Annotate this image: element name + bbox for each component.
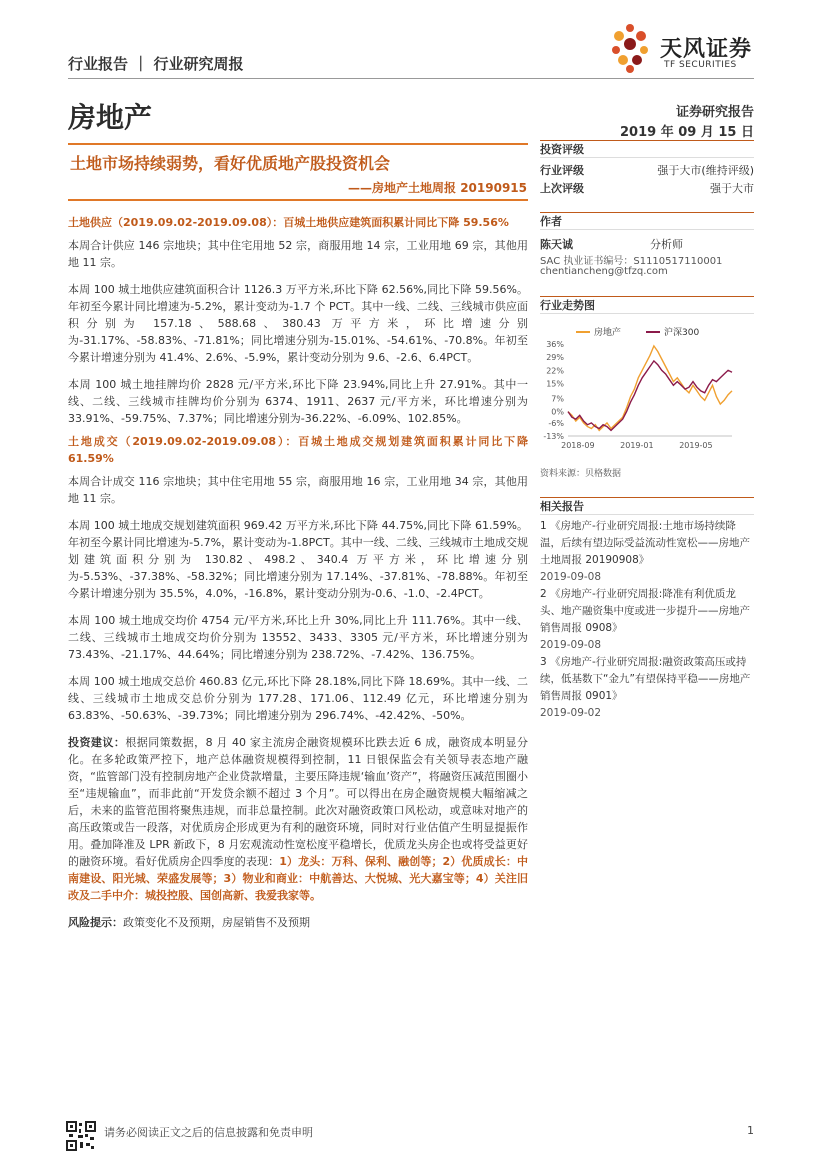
report-type: 证券研究报告 — [675, 105, 754, 120]
logo-english: TF SECURITIES — [664, 60, 737, 70]
industry-rating — [540, 162, 754, 178]
trend-sub-rule — [540, 313, 754, 314]
related-report[interactable] — [540, 518, 754, 586]
x-tick-label: 2019-01 — [620, 441, 654, 450]
deal-area: 本周 100 城土地成交规划建筑面积 969.42 万平方米,环比下降 44.75%,同比下降 61.59%。年初至今累计同比增速为-5.7%，累计变动为-1.8PCT。其中一线、二线、三线城市土地成交规划建筑面积分别为 130.82、498.2、340.4 万平方米，环比增速分别为-5.53%、-37.38%、-58.32%；同比增速分别为 17.14%、-37.81%、-78.88%。年初至今累计增速分别为 35.5%，4.0%，-16.8%，累计变动分别为-0.6、-1.0、-2.4PCT。 — [68, 519, 528, 600]
risk-warning — [68, 914, 528, 931]
title-bottom-rule — [68, 199, 528, 201]
sector-title: 房地产 — [68, 101, 153, 134]
deal-price: 本周 100 城土地成交均价 4754 元/平方米,环比上升 30%,同比上升 111.76%。其中一线、二线、三线城市土地成交均价分别为 13552、3433、3305 元/平方米，环比增速分别为 73.43%、-21.17%、44.64%；同比增速分别为 238.72%、-7.42%、136.75%。 — [68, 614, 528, 661]
related-report-title: 3 《房地产-行业研究周报:融资政策高压或持续，低基数下“金九”有望保持平稳——房地产销售周报 0901》 — [540, 656, 751, 702]
related-report-date: 2019-09-08 — [540, 571, 602, 583]
related-heading: 相关报告 — [540, 500, 584, 513]
related-report[interactable] — [540, 654, 754, 722]
analyst-name: 陈天诚 — [540, 238, 573, 251]
y-tick-label: 0% — [551, 407, 564, 417]
related-report-date: 2019-09-02 — [540, 707, 602, 719]
title-top-rule — [68, 143, 528, 145]
y-tick-label: 36% — [546, 340, 564, 349]
rating-heading: 投资评级 — [540, 143, 584, 156]
footer-disclaimer: 请务必阅读正文之后的信息披露和免责申明 — [104, 1126, 313, 1139]
y-tick-label: 29% — [546, 353, 564, 363]
logo-name: 天风证券 — [660, 37, 753, 62]
rating-sub-rule — [540, 157, 754, 158]
related-sub-rule — [540, 514, 754, 515]
y-tick-label: 15% — [546, 379, 564, 389]
report-title: 土地市场持续弱势，看好优质地产股投资机会 — [70, 154, 391, 173]
x-tick-label: 2019-05 — [679, 441, 713, 450]
related-report-title: 1 《房地产-行业研究周报:土地市场持续降温，后续有望边际受益流动性宽松——房地产土地周报 20190908》 — [540, 520, 750, 566]
investment-advice — [68, 734, 528, 904]
supply-price: 本周 100 城土地挂牌均价 2828 元/平方米,环比下降 23.94%,同比上升 27.91%。其中一线、二线、三线城市挂牌均价分别为 6374、1911、2637 元/平方米，环比增速分别为 33.91%、-59.75%、7.37%；同比增速分别为-36.22%、-6.09%、102.85%。 — [68, 378, 528, 425]
deal-total: 本周 100 城土地成交总价 460.83 亿元,环比下降 28.18%,同比下降 18.69%。其中一线、二线、三线城市土地成交总价分别为 177.28、171.06、112.49 亿元，环比增速分别为 63.83%、-50.63%、-39.73%；同比增速分别为 296.74%、-42.42%、-50%。 — [68, 675, 528, 722]
analyst-title: 分析师 — [650, 238, 683, 251]
author-heading: 作者 — [540, 215, 562, 228]
previous-rating-value: 强于大市 — [710, 182, 754, 195]
supply-summary: 本周合计供应 146 宗地块；其中住宅用地 52 宗，商服用地 14 宗，工业用地 69 宗，其他用地 11 宗。 — [68, 239, 528, 269]
y-tick-label: -6% — [548, 418, 564, 428]
report-subtitle: ——房地产土地周报 20190915 — [348, 181, 527, 195]
previous-rating — [540, 180, 754, 196]
report-body — [68, 214, 528, 941]
previous-rating-label: 上次评级 — [540, 182, 584, 195]
qr-code-icon — [66, 1121, 96, 1151]
deal-summary: 本周合计成交 116 宗地块；其中住宅用地 55 宗，商服用地 16 宗，工业用地 34 宗，其他用地 11 宗。 — [68, 475, 528, 505]
related-reports — [540, 518, 754, 722]
supply-heading: 土地供应（2019.09.02-2019.09.08）：百城土地供应建筑面积累计同比下降 59.56% — [68, 216, 509, 229]
y-tick-label: 7% — [551, 394, 564, 404]
legend-index: 沪深300 — [664, 328, 700, 338]
author-sub-rule — [540, 229, 754, 230]
x-tick-label: 2018-09 — [561, 441, 595, 450]
risk-label: 风险提示： — [68, 916, 123, 929]
risk-text: 政策变化不及预期，房屋销售不及预期 — [123, 916, 310, 929]
advice-text: 根据同策数据，8 月 40 家主流房企融资规模环比跌去近 6 成，融资成本明显分化。在多轮政策严控下，地产总体融资规模得到控制，11 日银保监会有关领导表态地产融资，“监管部门没有控制房地产企业贷款增量，主要压降违规‘输血’资产”，将融资压减范围圈小至“违规输血”，而非此前“开发贷余额不超过 3 个月”。可以得出在房企融资规模大幅缩减之后，未来的监管范围将聚焦违规，而非总量控制。此次对融资政策口风松动，或意味对地产的高压政策或告一段落，对优质房企形成更为有利的融资环境，同时对行业估值产生明显提振作用。叠加降准及 LPR 新政下，8 月宏观流动性宽松度平稳增长，优质龙头房企也或将受益更好的融资环境。看好优质房企四季度的表现： — [68, 736, 529, 868]
related-report-title: 2 《房地产-行业研究周报:降准有利优质龙头、地产融资集中度或进一步提升——房地产销售周报 0908》 — [540, 588, 750, 634]
analyst-row — [540, 236, 754, 252]
related-report-date: 2019-09-08 — [540, 639, 602, 651]
page-number: 1 — [747, 1124, 754, 1137]
breadcrumb: 行业报告 ｜ 行业研究周报 — [68, 55, 244, 73]
legend-real-estate: 房地产 — [594, 328, 622, 338]
header-divider — [68, 78, 754, 79]
deal-heading: 土地成交（2019.09.02-2019.09.08）：百城土地成交规划建筑面积累计同比下降 61.59% — [68, 435, 528, 465]
logo-mark-icon — [606, 22, 654, 74]
report-date: 2019 年 09 月 15 日 — [620, 125, 754, 140]
advice-label: 投资建议： — [68, 736, 126, 749]
industry-rating-value: 强于大市(维持评级) — [657, 164, 754, 177]
trend-chart — [540, 318, 754, 458]
advice-picks: 1）龙头：万科、保利、融创等；2）优质成长：中南建设、阳光城、荣盛发展等；3）物业和商业：中航善达、大悦城、光大嘉宝等；4）关注旧改及二手中介：城投控股、国创高新、我爱我家等。 — [68, 855, 529, 902]
analyst-sac: SAC 执业证书编号：S1110517110001 — [540, 256, 723, 267]
supply-area: 本周 100 城土地供应建筑面积合计 1126.3 万平方米,环比下降 62.56%,同比下降 59.56%。年初至今累计同比增速为-5.2%，累计变动为-1.7 个 PCT。其中一线、二线、三线城市供应面积分别为 157.18、588.68、380.43 万平方米，环比增速分别为-31.17%、-58.83%、-71.81%；同比增速分别为-15.01%、-54.61%、-70.8%。年初至今累计增速分别为 41.4%、2.6%、-5.9%，累计变动分别为 9.6、-2.6、6.4PCT。 — [68, 283, 528, 364]
y-tick-label: -13% — [543, 432, 564, 441]
trend-heading: 行业走势图 — [540, 299, 595, 312]
chart-source: 资料来源：贝格数据 — [540, 469, 622, 479]
analyst-email[interactable]: chentiancheng@tfzq.com — [540, 266, 668, 277]
related-report[interactable] — [540, 586, 754, 654]
y-tick-label: 22% — [546, 366, 564, 376]
industry-rating-label: 行业评级 — [540, 164, 584, 177]
